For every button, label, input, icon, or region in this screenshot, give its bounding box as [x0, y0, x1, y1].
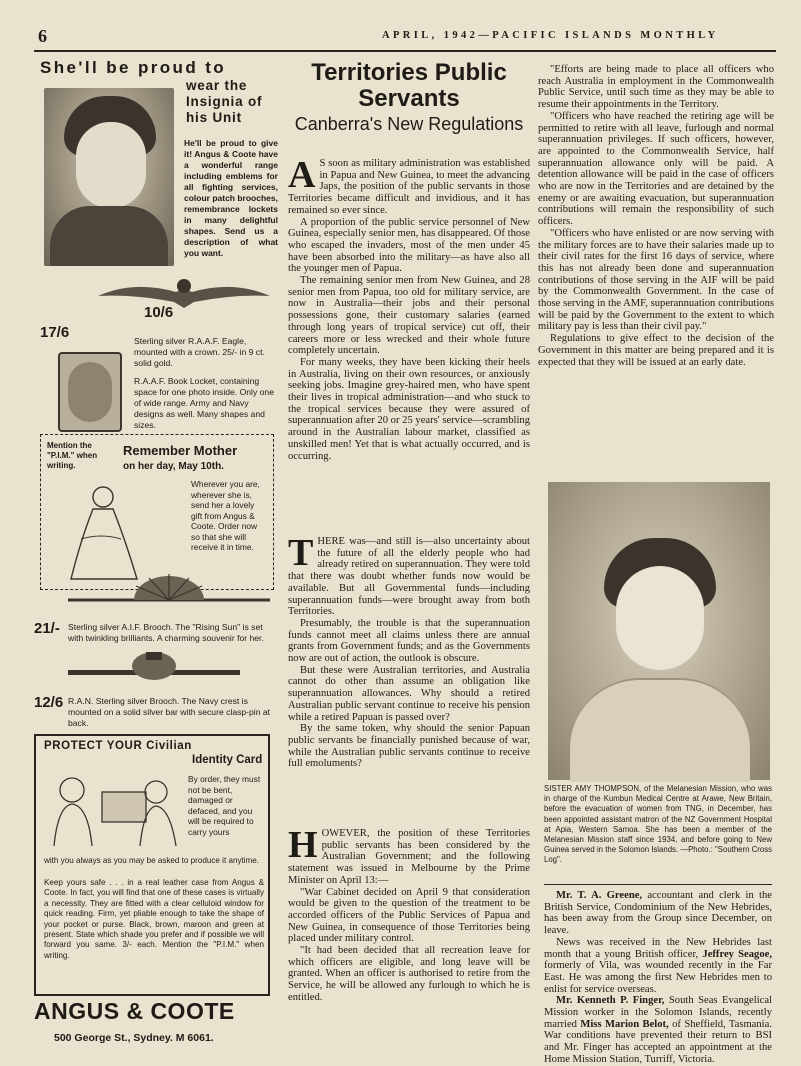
note-finger: Mr. Kenneth P. Finger, South Seas Evangelical Mission worker in the Solomon Islands, recently married Miss Marion Belot, of Sheffield, Tasmania. War conditions have prevented their return to BSI and Mr. Finger has accepted an appointment at the Home Mission Station, Turriff, Victoria. — [544, 995, 772, 1065]
drop-cap: H — [288, 824, 318, 866]
ad-headline: She'll be proud to — [40, 58, 227, 77]
price-ran: 12/6 — [34, 694, 64, 711]
paragraph-7: But these were Australian territories, and Australia cannot do other than assume an obligation like superannuation allowances. Why should a retired Australian public servant continue to receive his pension while a retired Papuan is passed over? — [288, 664, 530, 723]
rising-sun-brooch-illustration — [64, 570, 274, 614]
paragraph-10: "War Cabinet decided on April 9 that consideration would be given to the question of the treatment to be accorded officers of the Public Services of Papua and New Guinea, in consequence of those Territories being placed under military control. — [288, 886, 530, 945]
header-rule — [34, 50, 776, 52]
paragraph-r3: "Officers who have enlisted or are now serving with the military forces are to have their salaries made up to their civil rates for the first 16 days of service, where this has not already been done and superannuation contributions of those serving in the AIF will be paid by the Commonwealth Government. In the case of those serving in the AMF, superannuation contributions will be paid by the Government to the extent to which military pay is less than their civil pay." — [538, 227, 774, 333]
right-column — [538, 56, 774, 1065]
id-card-headline-2: Identity Card — [192, 754, 263, 766]
article-title: Territories Public Servants — [311, 59, 507, 112]
article-column — [288, 56, 530, 1042]
paragraph-11: "It had been decided that all recreation leave for which officers are eligible, and long leave will be granted. When an officer is authorised to retire from the Service, he will be allowed any furlough to which he is entitled. — [288, 945, 530, 1003]
drop-cap: A — [288, 154, 316, 196]
paragraph-r2: "Officers who have reached the retiring age will be permitted to retire with all leave, furlough and normal superannuation privileges. If such officers, however, are appointed to the Commonwealth Service, half superannuation allowance only will be paid. A detention allowance will be paid in the case of officers who are now in the Territories and are detained by the enemy or are awaiting evacuation, but superannuation contributions will remain the responsibility of such officers. — [538, 110, 774, 228]
price-eagle: 10/6 — [144, 304, 174, 321]
article-body-part-2 — [288, 532, 530, 770]
mothers-day-box — [40, 434, 274, 590]
ran-brooch-illustration — [64, 650, 244, 686]
ad-subhead: wear the Insignia of his Unit — [186, 78, 263, 125]
paragraph-1: A S soon as military administration was established in Papua and New Guinea, to meet the advancing Japs, the position of the public servants in those Territories became difficult and invidious, and it has remained so ever since. — [288, 154, 530, 216]
identity-card-box — [34, 734, 270, 996]
raaf-eagle-illustration — [94, 274, 274, 314]
paragraph-2: A proportion of the public service personnel of New Guinea, especially senior men, has disappeared. Of those who escaped the invaders, most of the men under 45 have been absorbed into the military—as have also all the younger men of Papua. — [288, 216, 530, 275]
mother-figure-illustration — [51, 479, 151, 583]
mothers-copy: Wherever you are, wherever she is, send her a lovely gift from Angus & Coote. Order now so that she will receive it in time. — [191, 479, 260, 552]
page-number: 6 — [38, 26, 47, 46]
price-rising-sun: 21/- — [34, 620, 60, 637]
book-locket-illustration — [58, 352, 122, 432]
article-subtitle: Canberra's New Regulations — [294, 114, 524, 134]
paragraph-9: HOWEVER, the position of these Territories public servants has been considered by the Australian Government; and the following statement was issued in Melbourne by the Prime Minister on April 13:— — [288, 824, 530, 886]
sister-thompson-photo — [548, 482, 770, 780]
note-seagoe: News was received in the New Hebrides last month that a young British officer, Jeffrey Seagoe, formerly of Vila, was wounded recently in the Far East. He was among the first New Hebrides men to enlist for service overseas. — [544, 936, 772, 995]
id-card-copy-1: By order, they must not be bent, damaged or defaced, and you will be required to carry yours — [188, 774, 261, 837]
personal-notes — [544, 890, 772, 1066]
id-card-copy-2: with you always as you may be asked to produce it anytime. — [44, 856, 260, 865]
brand-address: 500 George St., Sydney. M 6061. — [54, 1032, 214, 1044]
ad-copy: He'll be proud to give it! Angus & Coote have a wonderful range including emblems for all fighting services, colour patch brooches, remembrance lockets in many delightful shapes. Send us a description of what you want. — [184, 138, 278, 258]
caption-rule — [544, 884, 772, 885]
ran-description: R.A.N. Sterling silver Brooch. The Navy crest is mounted on a solid silver bar with secure clasp-pin at back. — [68, 696, 271, 728]
paragraph-5: THERE was—and still is—also uncertainty about the future of all the elderly people who had already retired on superannuation. They were told that there was doubt whether funds now would be available. But all Governmental funds—including superannuation funds—were brought away from both Territories. — [288, 532, 530, 618]
note-greene: Mr. T. A. Greene, accountant and clerk in the British Service, Condominium of the New Hebrides, has been away from the Group since December, on leave. — [544, 890, 772, 937]
angus-coote-advertisement — [34, 54, 280, 1044]
drop-cap: T — [288, 532, 314, 574]
paragraph-r4: Regulations to give effect to the decision of the Government in this matter are being prepared and it is expected that they will be issued at an early date. — [538, 333, 774, 368]
locket-description: R.A.A.F. Book Locket, containing space for one photo inside. Only one of wide range. Army and Navy designs as well. Many shapes and sizes. — [134, 376, 274, 430]
paragraph-4: For many weeks, they have been kicking their heels in Australia, living on their own resources, or anxiously seeking jobs. Imagine grey-haired men, who have spent their lives in tropical administration—and who stuck to the tropical services because they were assured of superannuation after 20 or 25 years' service—scrambling around in the Australian labour market, classified as unskilled men! Yet that is what actually occurred, and is occurring. — [288, 356, 530, 462]
mothers-subline: on her day, May 10th. — [123, 461, 224, 472]
price-locket: 17/6 — [40, 324, 70, 341]
article-body-part-1 — [288, 154, 530, 462]
photo-caption: SISTER AMY THOMPSON, of the Melanesian Mission, who was in charge of the Kumbun Medical Centre at Arawe, New Britain, before the evacuation of women from TNG, in December, has been appointed assistant matron of the NZ Government Hospital at Apia, Western Samoa. She has been a member of the Melanesian Mission staff since 1934, and before going to New Guinea served in the Solomon Islands. —Photo.: "Southern Cross Log". — [544, 784, 772, 865]
paragraph-3: The remaining senior men from New Guinea, and 28 senior men from Papua, too old for military service, are now in Australia—their jobs and their personal possessions gone, their customary salaries (earned through long years of tropical service) cut off, their careers more or less wrecked and their whole future completely uncertain. — [288, 275, 530, 357]
mothers-headline: Remember Mother — [123, 443, 238, 458]
id-card-headline: PROTECT YOUR Civilian — [44, 740, 192, 752]
mention-pim-note: Mention the "P.I.M." when writing. — [47, 441, 98, 470]
eagle-description: Sterling silver R.A.A.F. Eagle, mounted with a crown. 25/- in 9 ct. solid gold. — [134, 336, 265, 368]
article-continued — [538, 64, 774, 368]
paragraph-r1: "Efforts are being made to place all officers who reach Australia in employment in the Commonwealth Public Service, until such time as they may be able to resume their appointments in the Territory. — [538, 64, 774, 111]
paragraph-6: Presumably, the trouble is that the superannuation funds cannot meet all claims unless there are annual grants from Government funds; and as the Governments now are out of action, the outlook is obscure. — [288, 617, 530, 665]
brand-name: ANGUS & COOTE — [34, 998, 235, 1024]
paragraph-8: By the same token, why should the senior Papuan public servants be financially punished because of war, while the Australian public servants continue to receive full emoluments? — [288, 723, 530, 770]
identity-card-illustration — [44, 770, 184, 846]
soldier-portrait-image — [44, 88, 174, 266]
running-head: APRIL, 1942—PACIFIC ISLANDS MONTHLY — [382, 30, 719, 41]
id-card-copy-3: Keep yours safe . . . in a real leather case from Angus & Coote. In fact, you will find that one of these cases is virtually a necessity. They are fitted with a clear celluloid window for quick reading. Firm, yet pliable enough to take the shape of your pocket or purse. Black, brown, maroon and green at present. State which shade you prefer and if possible we will forward you same. 3/- each. Mention the "P.I.M." when writing. — [44, 878, 264, 960]
rising-sun-description: Sterling silver A.I.F. Brooch. The "Rising Sun" is set with twinkling brilliants. A charming souvenir for her. — [68, 622, 264, 643]
article-body-part-3 — [288, 824, 530, 1004]
